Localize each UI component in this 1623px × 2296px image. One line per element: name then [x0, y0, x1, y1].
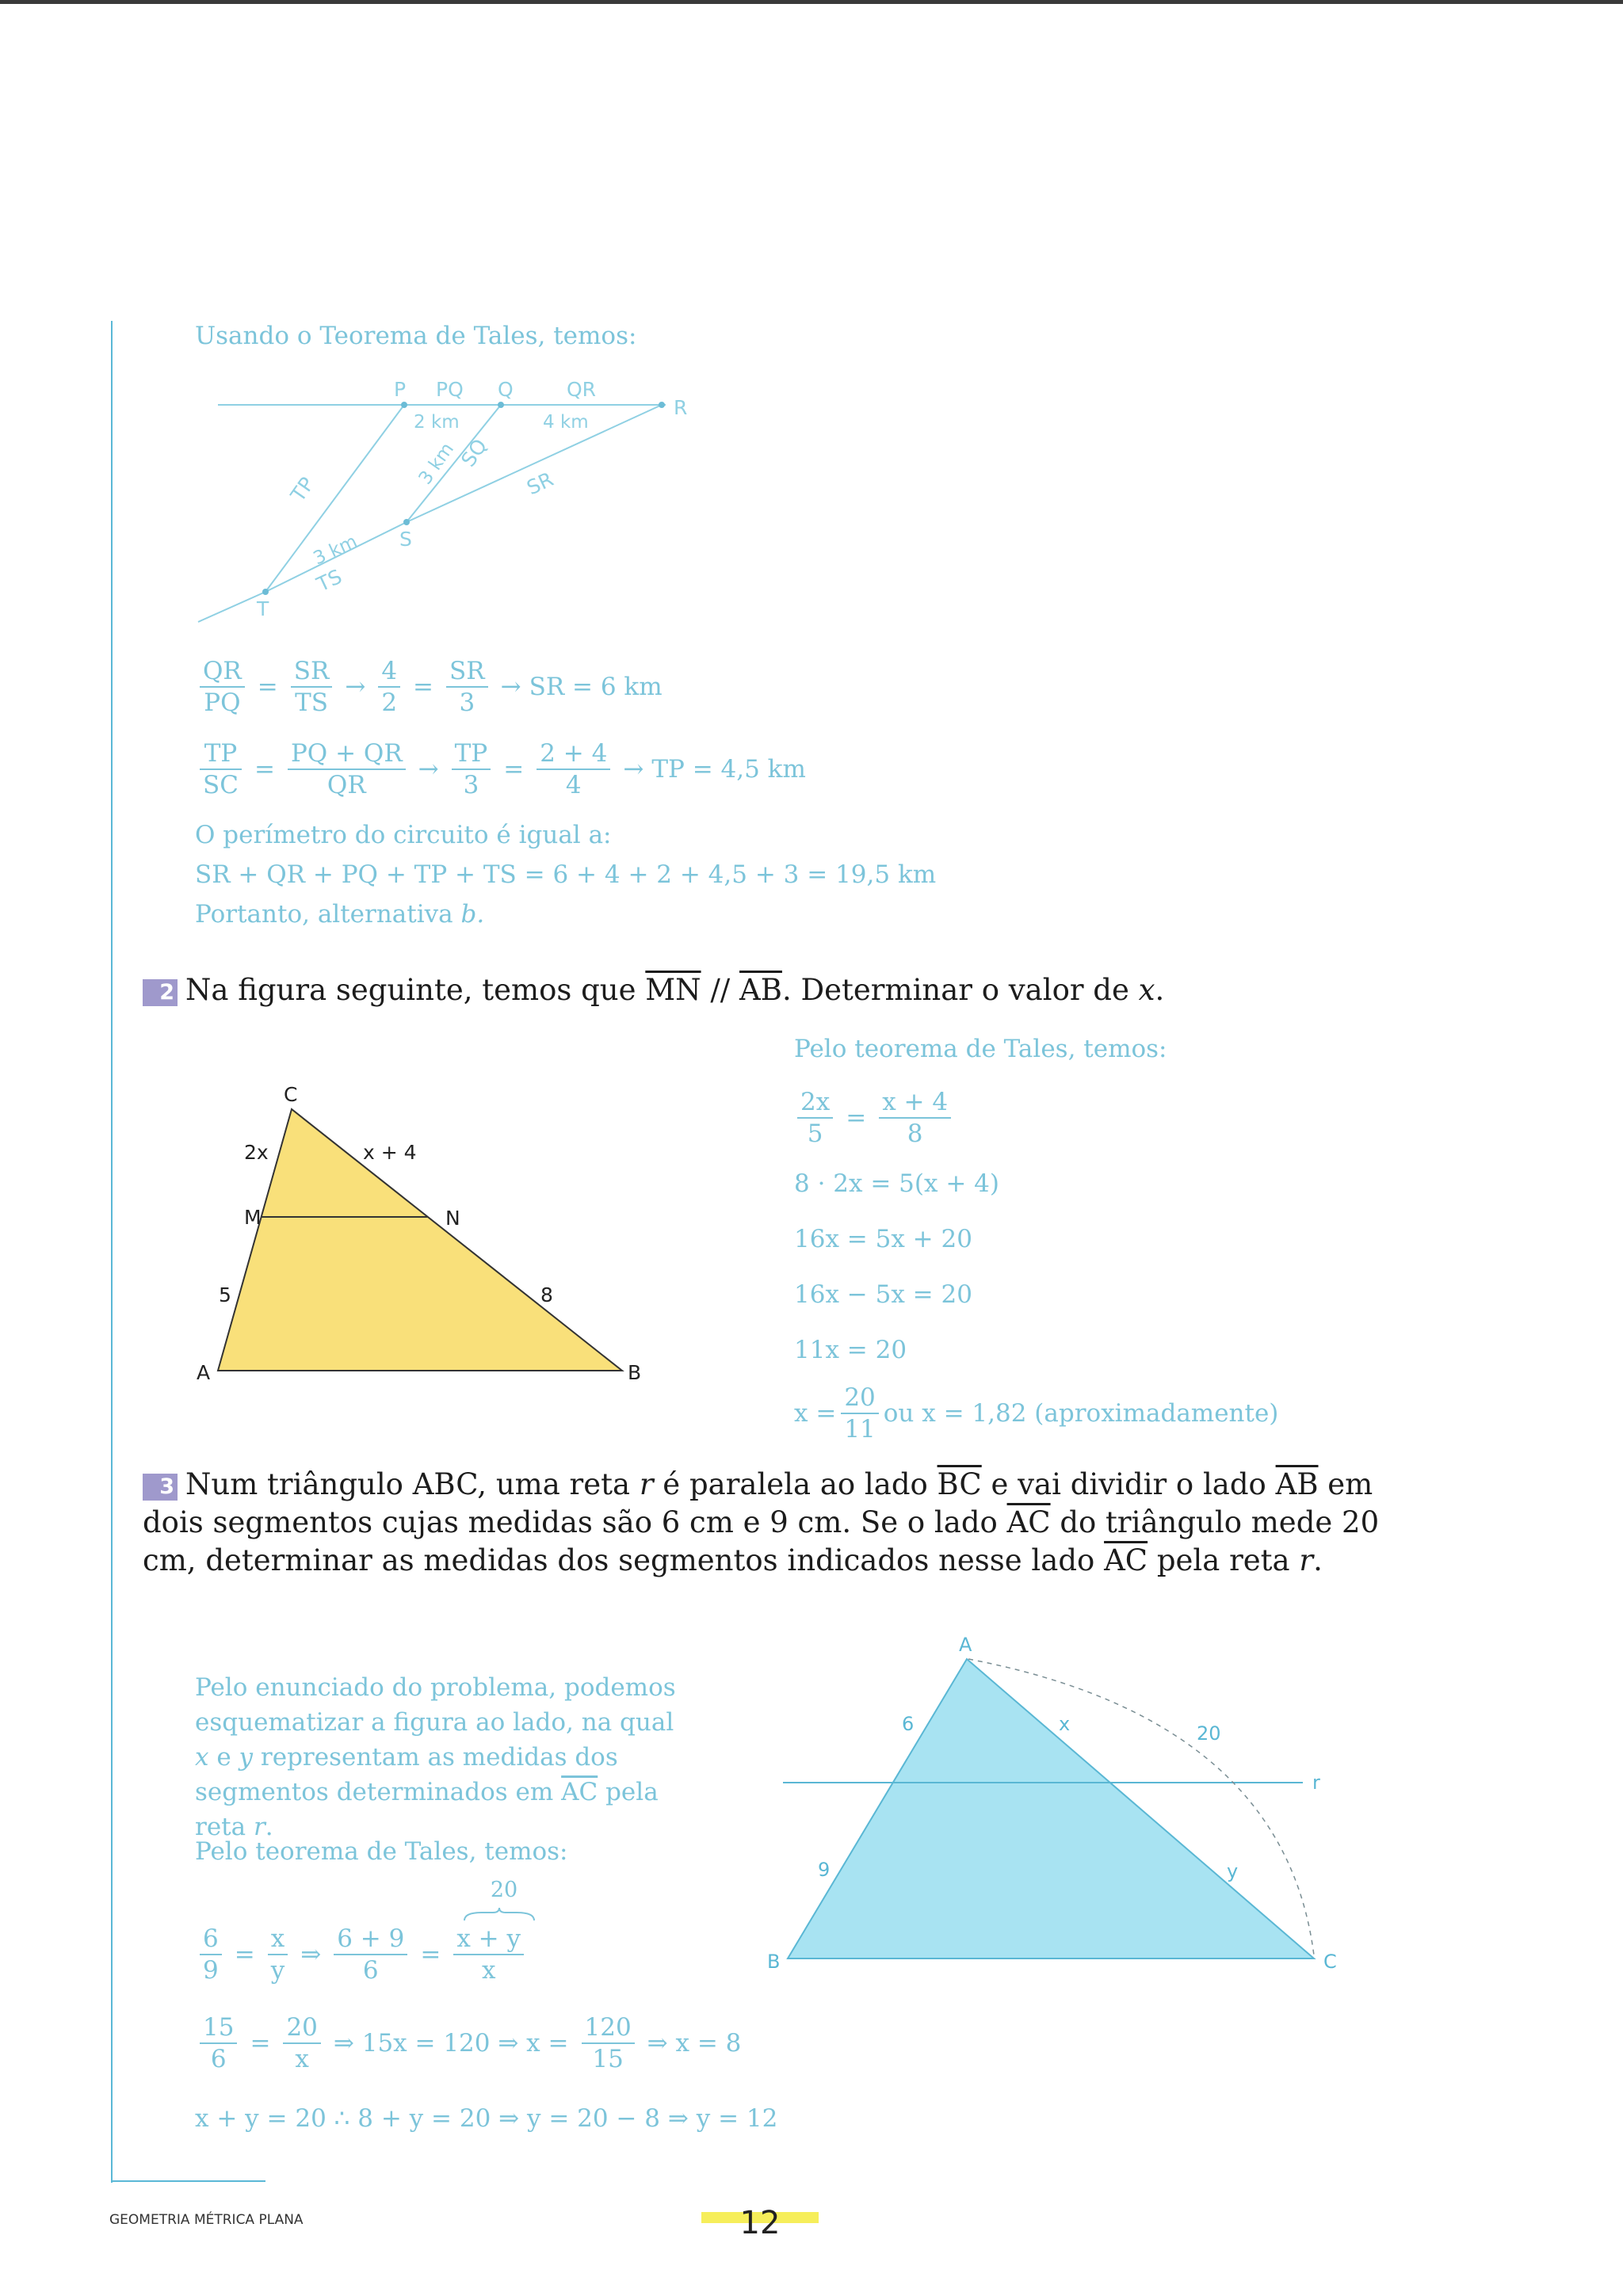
frac-den: PQ: [204, 688, 241, 717]
triangle-abc: [788, 1659, 1314, 1958]
frac-num: 6 + 9: [334, 1924, 407, 1955]
segment-ac: $\overline{AC}$: [561, 1778, 598, 1806]
frac-den: 11: [844, 1415, 876, 1444]
final-lhs: x =: [794, 1399, 837, 1428]
frac-den: 3: [459, 688, 475, 717]
book-title: GEOMETRIA MÉTRICA PLANA: [109, 2212, 304, 2228]
frac-den: 15: [592, 2045, 624, 2073]
question-text: e vai dividir o lado: [981, 1467, 1276, 1501]
arrow: →: [418, 755, 439, 784]
frac-den: 2: [381, 688, 398, 717]
label-sq: SQ: [456, 434, 492, 471]
point-q: [498, 402, 504, 408]
frac-num: PQ + QR: [288, 738, 406, 770]
q3-solution-intro: Pelo teorema de Tales, temos:: [195, 1837, 568, 1866]
label-nb: 8: [540, 1283, 553, 1306]
frac-num: 20: [841, 1383, 878, 1414]
label-q: Q: [498, 378, 514, 401]
label-b: B: [628, 1361, 642, 1384]
q3-solution-paragraph: [195, 1670, 686, 1844]
label-tp: TP: [286, 472, 319, 506]
result-sr: SR = 6 km: [529, 673, 663, 701]
frac-num: x + 4: [879, 1087, 951, 1119]
frac-den: 9: [203, 1956, 219, 1985]
q3-equation-1: [195, 1924, 529, 1985]
q2-line-5: 11x = 20: [794, 1336, 907, 1364]
label-qr: QR: [567, 378, 597, 401]
arrow: →: [345, 673, 366, 701]
frac-den: 5: [807, 1119, 823, 1148]
figure-triangle-abc: [190, 1077, 666, 1394]
frac-den: QR: [327, 771, 366, 799]
label-qr-length: 4 km: [543, 412, 589, 433]
label-sq-length: 3 km: [414, 439, 458, 489]
conclusion-text: Portanto, alternativa: [195, 900, 461, 929]
brace-icon: [460, 1906, 539, 1924]
section1-conclusion: [195, 897, 484, 932]
frac-num: TP: [200, 738, 242, 770]
q2-equation-1: [792, 1087, 956, 1149]
label-s: S: [399, 528, 412, 551]
label-ma: 5: [219, 1283, 231, 1306]
point-s: [403, 519, 410, 525]
q3-equation-3: x + y = 20 ∴ 8 + y = 20 ⇒ y = 20 − 8 ⇒ y = 12: [195, 2104, 778, 2133]
brace-label: 20: [490, 1878, 518, 1902]
label-n: N: [445, 1207, 460, 1230]
question-text: do triângulo mede 20 cm, determinar as medidas dos segmentos indicados nesse lado: [143, 1505, 1380, 1577]
q3-equation-2: [195, 2012, 749, 2074]
question-text: pela reta: [1148, 1543, 1300, 1577]
frac-den: TS: [295, 688, 328, 717]
figure-pqrst: [190, 368, 713, 630]
label-9: 9: [818, 1859, 831, 1881]
solution-text: pela reta: [195, 1778, 659, 1841]
question-text: .: [1313, 1543, 1323, 1577]
perimeter-calculation: SR + QR + PQ + TP + TS = 6 + 4 + 2 + 4,5 + 3 = 19,5 km: [195, 860, 937, 889]
label-ts-length: 3 km: [310, 531, 361, 570]
frac-num: 4: [378, 656, 400, 688]
label-sr: SR: [523, 467, 557, 500]
label-y: y: [1227, 1860, 1239, 1882]
segment-ab: $\overline{AB}$: [1275, 1467, 1319, 1501]
frac-num: 2x: [797, 1087, 833, 1119]
variable-y: y: [239, 1743, 254, 1772]
final-rest: ou x = 1,82 (aproximadamente): [883, 1399, 1279, 1428]
segment-bc: $\overline{BC}$: [937, 1467, 982, 1501]
frac-num: 6: [200, 1924, 222, 1955]
label-pq-length: 2 km: [414, 412, 460, 433]
frac-num: 2 + 4: [537, 738, 610, 770]
equation-end: ⇒ x = 8: [647, 2029, 742, 2058]
question-text: em dois segmentos cujas medidas são 6 cm e 9 cm. Se o lado: [143, 1467, 1373, 1539]
frac-den: 6: [362, 1956, 379, 1985]
frac-num: SR: [291, 656, 333, 688]
sidebar-rule-end: [111, 2180, 265, 2182]
label-r: R: [674, 396, 688, 419]
frac-num: QR: [200, 656, 245, 688]
q2-solution-intro: Pelo teorema de Tales, temos:: [794, 1035, 1167, 1063]
solution-text: Pelo enunciado do problema, podemos esquematizar a figura ao lado, na qual: [195, 1673, 676, 1737]
frac-den: x: [481, 1956, 496, 1985]
label-t: T: [257, 597, 269, 620]
equals-sign: =: [254, 755, 275, 784]
label-cn: x + 4: [363, 1141, 417, 1164]
frac-den: x: [295, 2045, 309, 2073]
q2-line-4: 16x − 5x = 20: [794, 1280, 972, 1309]
label-m: M: [244, 1206, 262, 1229]
label-a: A: [959, 1634, 972, 1656]
frac-num: 15: [200, 2012, 237, 2044]
result-tp: TP = 4,5 km: [651, 755, 806, 784]
frac-num: TP: [452, 738, 491, 770]
equals-sign: =: [846, 1104, 867, 1132]
equals-sign: =: [234, 1940, 255, 1969]
point-r: [659, 402, 665, 408]
frac-num: 20: [283, 2012, 320, 2044]
frac-den: 8: [907, 1119, 923, 1148]
label-a: A: [197, 1361, 211, 1384]
question-text: é paralela ao lado: [653, 1467, 938, 1501]
label-b: B: [767, 1951, 781, 1973]
equals-sign: =: [420, 1940, 441, 1969]
line-ext: [198, 592, 265, 622]
question-text: .: [1155, 973, 1165, 1007]
q2-line-2: 8 · 2x = 5(x + 4): [794, 1169, 999, 1198]
point-t: [262, 589, 269, 595]
segment-ac: $\overline{AC}$: [1104, 1543, 1148, 1577]
label-cm: 2x: [244, 1141, 269, 1164]
page-number: 12: [739, 2205, 781, 2241]
section1-equation-2: [195, 738, 806, 800]
figure-triangle-abc-line-r: [761, 1624, 1363, 1989]
label-20: 20: [1197, 1722, 1221, 1745]
label-p: P: [394, 378, 407, 401]
frac-num: x + y: [453, 1924, 524, 1955]
equals-sign: =: [503, 755, 525, 784]
question-3: [143, 1466, 1419, 1580]
solution-text: e: [208, 1743, 239, 1772]
question-number-badge: 3: [143, 1474, 178, 1501]
implies-arrow: ⇒: [300, 1940, 322, 1969]
arrow: →: [500, 673, 521, 701]
q2-line-3: 16x = 5x + 20: [794, 1225, 972, 1253]
point-p: [401, 402, 407, 408]
label-x: x: [1059, 1713, 1071, 1735]
arrow: →: [623, 755, 644, 784]
perimeter-intro: O perímetro do circuito é igual a:: [195, 821, 612, 849]
sidebar-rule: [111, 321, 113, 2183]
frac-den: 6: [210, 2045, 227, 2073]
question-number-badge: 2: [143, 979, 178, 1006]
variable-r: r: [1299, 1543, 1314, 1577]
section1-intro: Usando o Teorema de Tales, temos:: [195, 322, 637, 350]
label-c: C: [284, 1083, 298, 1106]
segment-mn: $\overline{MN}$: [645, 973, 701, 1007]
question-text: . Determinar o valor de: [781, 973, 1139, 1007]
label-6: 6: [902, 1713, 915, 1735]
label-pq: PQ: [436, 378, 464, 401]
question-text: Na figura seguinte, temos que: [185, 973, 646, 1007]
frac-den: 3: [463, 771, 479, 799]
variable-x: x: [1138, 973, 1155, 1007]
section1-equation-1: [195, 656, 663, 718]
frac-num: SR: [446, 656, 488, 688]
frac-den: SC: [203, 771, 239, 799]
q2-final-answer: [794, 1383, 1278, 1444]
frac-num: 120: [582, 2012, 635, 2044]
variable-x: x: [195, 1743, 209, 1772]
label-c: C: [1323, 1951, 1337, 1973]
equals-sign: =: [413, 673, 434, 701]
frac-den: 4: [565, 771, 582, 799]
equals-sign: =: [250, 2029, 271, 2058]
label-r: r: [1312, 1772, 1320, 1794]
question-text: Num triângulo ABC, uma reta: [185, 1467, 640, 1501]
solution-text: .: [265, 1813, 273, 1841]
variable-r: r: [639, 1467, 654, 1501]
parallel-symbol: //: [701, 973, 740, 1007]
frac-den: y: [270, 1956, 285, 1985]
line-tp: [265, 405, 404, 592]
equals-sign: =: [257, 673, 278, 701]
variable-r: r: [253, 1813, 265, 1841]
segment-ac: $\overline{AC}$: [1006, 1505, 1051, 1539]
question-2: [143, 971, 1164, 1009]
solution-text: representam as medidas dos segmentos determinados em: [195, 1743, 618, 1806]
segment-ab: $\overline{AB}$: [739, 973, 782, 1007]
triangle-abc: [218, 1109, 622, 1371]
answer-letter: b.: [460, 900, 485, 929]
equation-middle: ⇒ 15x = 120 ⇒ x =: [333, 2029, 569, 2058]
label-ts: TS: [313, 564, 346, 597]
top-border: [0, 0, 1623, 4]
frac-num: x: [268, 1924, 288, 1955]
